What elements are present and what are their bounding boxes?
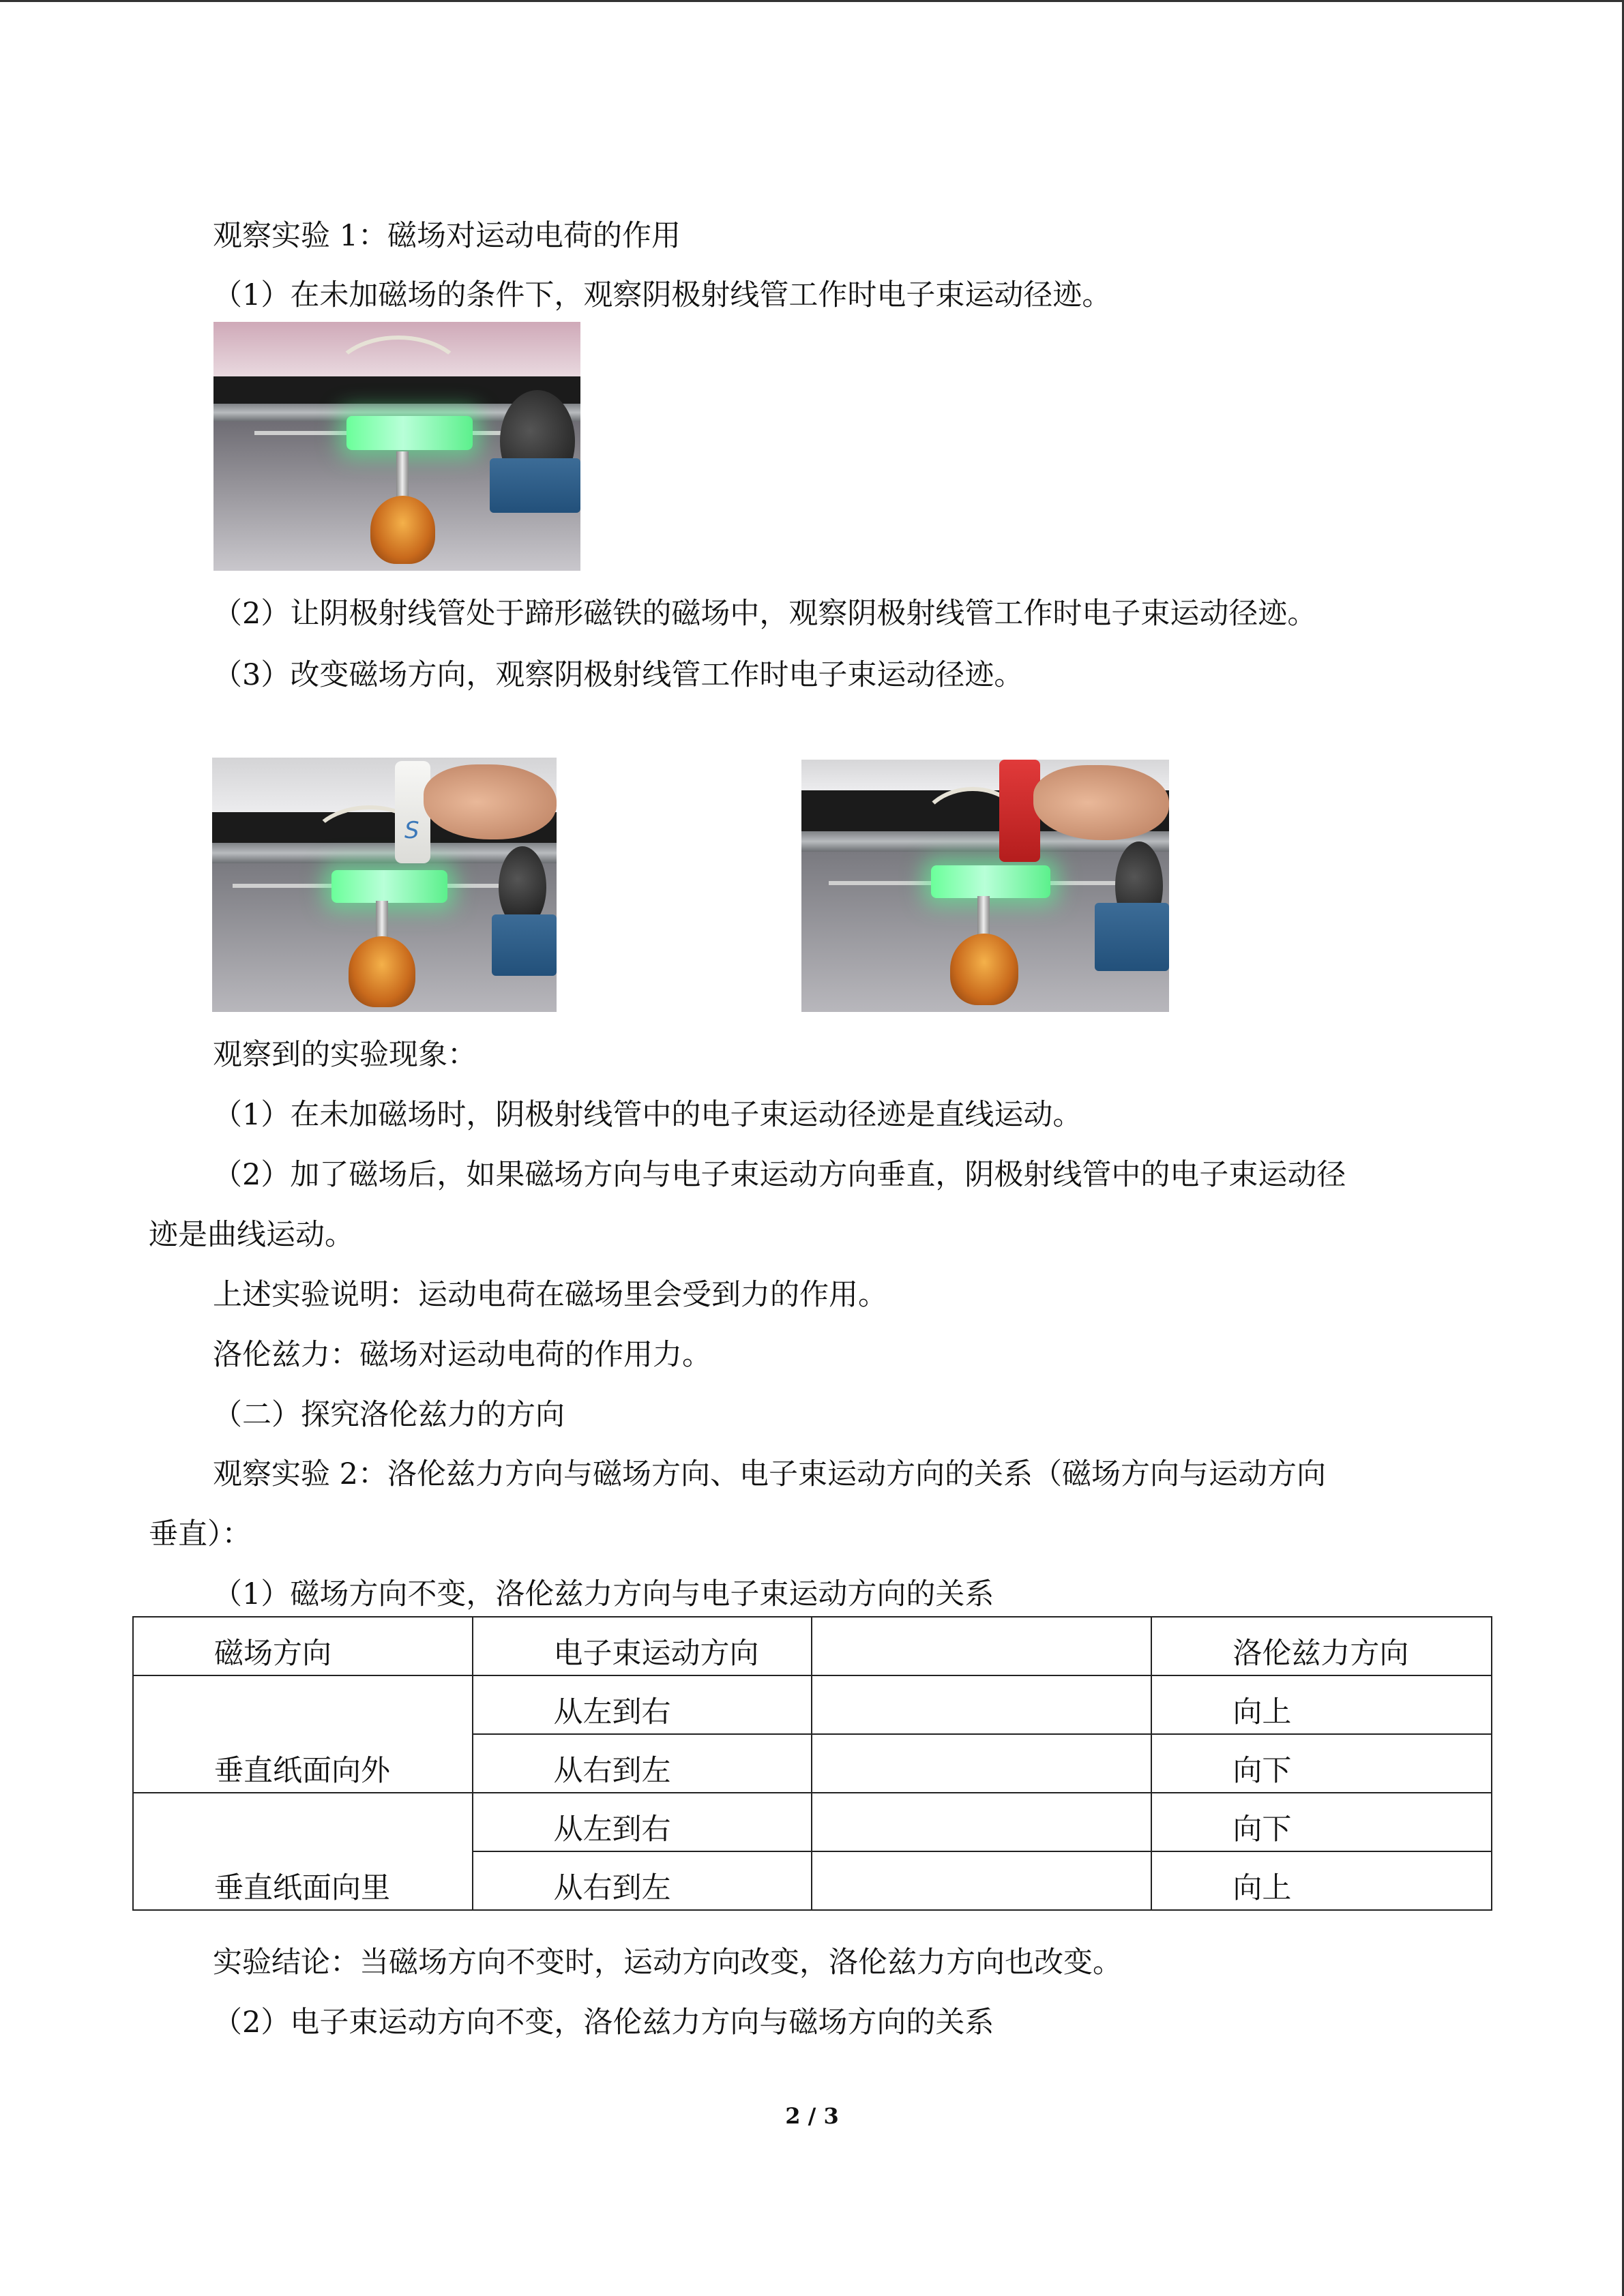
experiment-explanation: 上述实验说明：运动电荷在磁场里会受到力的作用。: [213, 1278, 887, 1312]
header-force-direction: 洛伦兹力方向: [1151, 1617, 1492, 1675]
photo-magnet-reversed: [801, 760, 1169, 1012]
part-1-heading: （1）磁场方向不变，洛伦兹力方向与电子束运动方向的关系: [213, 1577, 994, 1611]
page-number: 2 / 3: [785, 2103, 839, 2129]
photo-magnet-s-pole: [212, 758, 557, 1012]
page-top-border: [0, 0, 1624, 2]
magnet-s-label: S: [404, 817, 419, 844]
observation-1: （1）在未加磁场时，阴极射线管中的电子束运动径迹是直线运动。: [213, 1098, 1082, 1132]
part-2-heading: （2）电子束运动方向不变，洛伦兹力方向与磁场方向的关系: [213, 2006, 994, 2040]
blank-cell: [812, 1851, 1151, 1910]
motion-cell: 从左到右: [473, 1675, 812, 1734]
header-motion-direction: 电子束运动方向: [473, 1617, 812, 1675]
motion-cell: 从左到右: [473, 1793, 812, 1851]
step-2-text: （2）让阴极射线管处于蹄形磁铁的磁场中，观察阴极射线管工作时电子束运动径迹。: [213, 597, 1317, 631]
experiment-2-line-1: 观察实验 2：洛伦兹力方向与磁场方向、电子束运动方向的关系（磁场方向与运动方向: [213, 1457, 1327, 1491]
header-field-direction: 磁场方向: [133, 1617, 473, 1675]
observation-2-line-1: （2）加了磁场后，如果磁场方向与电子束运动方向垂直，阴极射线管中的电子束运动径: [213, 1158, 1346, 1192]
table-header-row: [133, 1617, 1492, 1675]
blank-cell: [812, 1734, 1151, 1793]
step-1-text: （1）在未加磁场的条件下，观察阴极射线管工作时电子束运动径迹。: [213, 278, 1112, 312]
motion-cell: 从右到左: [473, 1851, 812, 1910]
field-cell: 垂直纸面向里: [133, 1793, 473, 1910]
experiment-conclusion: 实验结论：当磁场方向不变时，运动方向改变，洛伦兹力方向也改变。: [213, 1945, 1122, 1980]
force-cell: 向上: [1151, 1851, 1492, 1910]
blank-cell: [812, 1675, 1151, 1734]
lorentz-force-definition: 洛伦兹力：磁场对运动电荷的作用力。: [213, 1338, 711, 1372]
force-cell: 向下: [1151, 1734, 1492, 1793]
motion-cell: 从右到左: [473, 1734, 812, 1793]
table-row: [133, 1793, 1492, 1851]
experiment-2-line-2: 垂直）：: [149, 1517, 252, 1551]
table-row: [133, 1675, 1492, 1734]
blank-cell: [812, 1793, 1151, 1851]
observation-heading: 观察到的实验现象：: [213, 1038, 477, 1072]
section-2-heading: （二）探究洛伦兹力的方向: [213, 1398, 565, 1432]
step-3-text: （3）改变磁场方向，观察阴极射线管工作时电子束运动径迹。: [213, 658, 1024, 692]
field-cell: 垂直纸面向外: [133, 1675, 473, 1793]
lorentz-direction-table: [132, 1616, 1492, 1911]
force-cell: 向下: [1151, 1793, 1492, 1851]
photo-no-magnet: [213, 322, 580, 571]
experiment-1-heading: 观察实验 1：磁场对运动电荷的作用: [213, 219, 681, 253]
header-blank: [812, 1617, 1151, 1675]
force-cell: 向上: [1151, 1675, 1492, 1734]
observation-2-line-2: 迹是曲线运动。: [149, 1218, 354, 1252]
